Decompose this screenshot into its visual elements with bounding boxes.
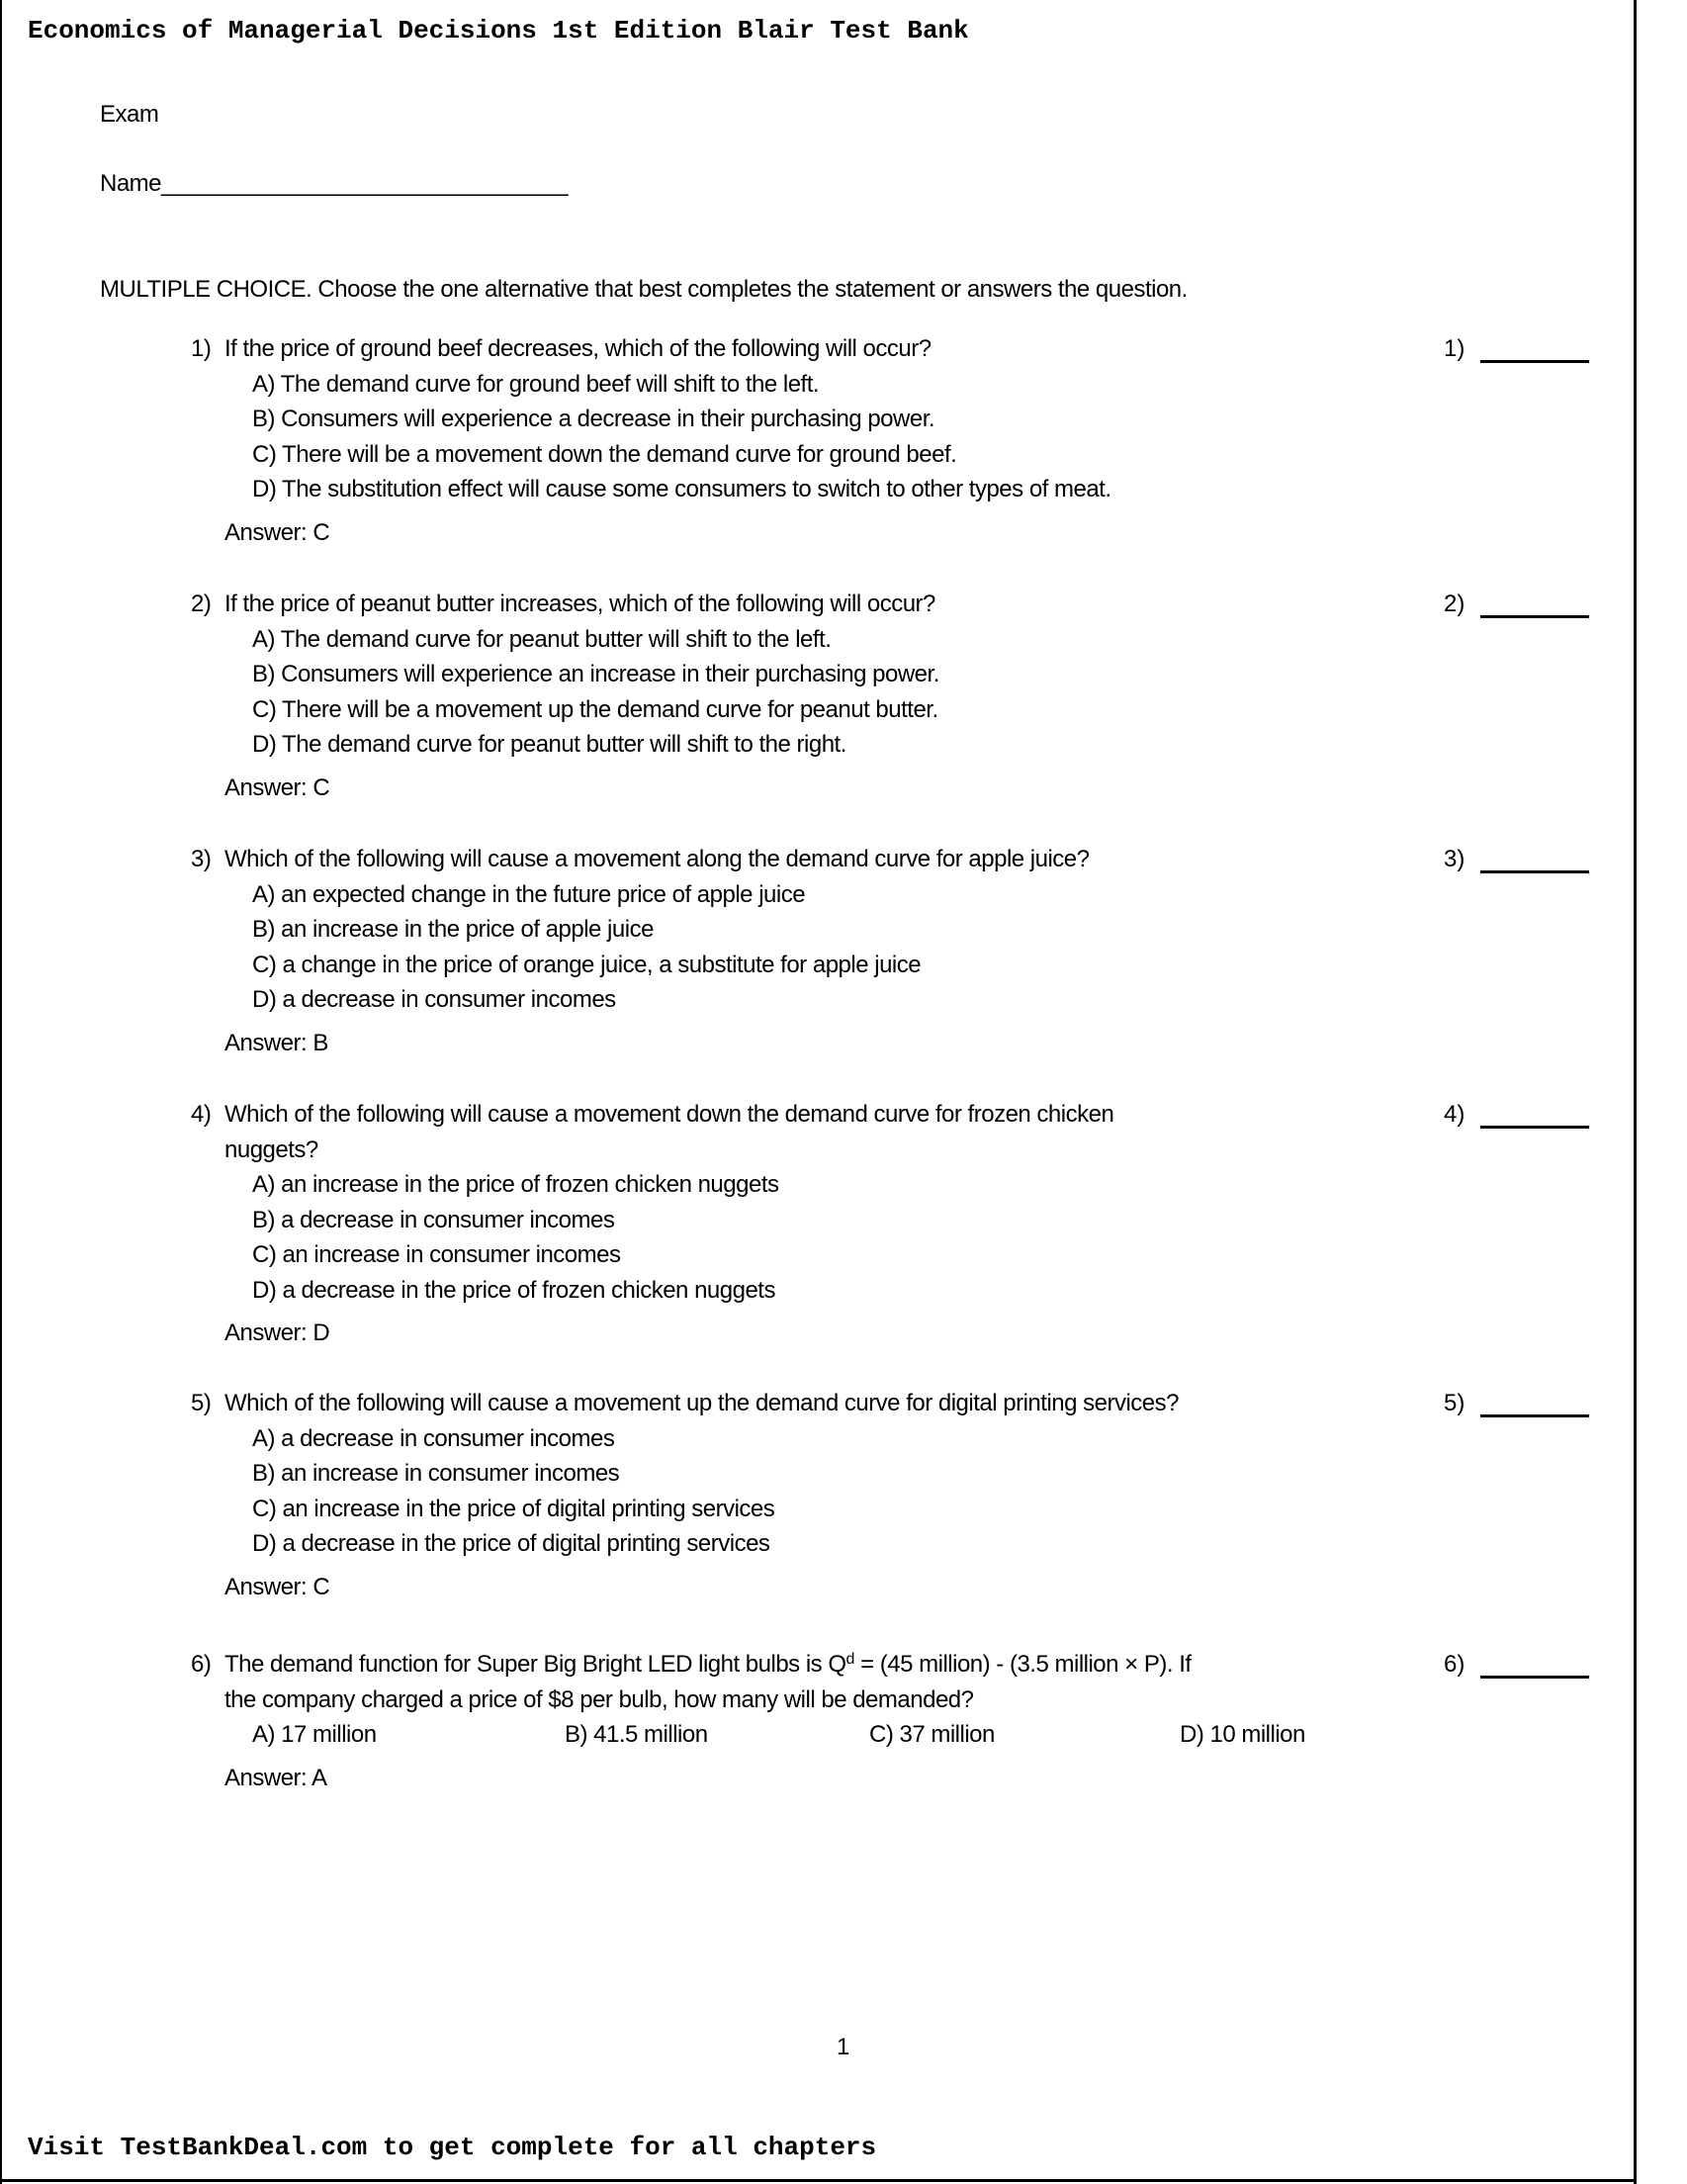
answer-key: Answer: C <box>224 1573 330 1600</box>
answer-blank[interactable] <box>1480 1414 1589 1417</box>
superscript: d <box>845 1651 854 1668</box>
answer-option: D) The substitution effect will cause some consumers to switch to other types of meat. <box>252 476 1111 502</box>
question-text: If the price of ground beef decreases, which of the following will occur? <box>224 335 932 362</box>
exam-label: Exam <box>100 101 159 128</box>
answer-option: D) The demand curve for peanut butter will shift to the right. <box>252 731 846 758</box>
answer-option: A) The demand curve for ground beef will shift to the left. <box>252 370 820 398</box>
answer-option: B) 41.5 million <box>565 1721 708 1748</box>
answer-option: D) 10 million <box>1180 1721 1305 1748</box>
question-text: the company charged a price of $8 per bulb, how many will be demanded? <box>224 1685 974 1713</box>
question-number: 1) <box>191 335 212 362</box>
answer-option: D) a decrease in the price of digital printing services <box>252 1530 770 1557</box>
right-question-number: 6) <box>1444 1651 1465 1678</box>
question-number: 3) <box>191 846 212 872</box>
page-number: 1 <box>837 2034 849 2060</box>
name-label: Name <box>100 170 162 197</box>
question-text: Which of the following will cause a movement up the demand curve for digital printing services? <box>224 1390 1179 1416</box>
answer-option: B) an increase in consumer incomes <box>252 1460 620 1487</box>
answer-blank[interactable] <box>1480 1126 1589 1129</box>
answer-option: C) an increase in consumer incomes <box>252 1241 621 1268</box>
answer-option: B) Consumers will experience an increase in their purchasing power. <box>252 661 939 687</box>
answer-option: A) The demand curve for peanut butter will shift to the left. <box>252 625 832 653</box>
question-text-part: = (45 million) - (3.5 million × P). If <box>853 1651 1192 1678</box>
answer-option: C) 37 million <box>869 1721 995 1748</box>
question-text: nuggets? <box>224 1136 318 1163</box>
header-title: Economics of Managerial Decisions 1st Edition Blair Test Bank <box>28 16 969 46</box>
answer-option: C) There will be a movement up the demand curve for peanut butter. <box>252 695 938 723</box>
answer-option: A) an expected change in the future price of apple juice <box>252 880 806 908</box>
name-field <box>100 169 568 199</box>
question-text-part: The demand function for Super Big Bright LED light bulbs is Q <box>224 1651 846 1678</box>
name-blank: ________________________________ <box>161 170 569 197</box>
page-border-left <box>0 0 2 2184</box>
answer-option: B) Consumers will experience a decrease in their purchasing power. <box>252 406 935 432</box>
page-border-bottom <box>0 2179 1637 2182</box>
answer-option: B) an increase in the price of apple juice <box>252 916 654 943</box>
instructions: MULTIPLE CHOICE. Choose the one alternative that best completes the statement or answers the question. <box>100 276 1188 303</box>
right-question-number: 3) <box>1444 846 1465 872</box>
answer-option: D) a decrease in consumer incomes <box>252 986 616 1013</box>
answer-blank[interactable] <box>1480 360 1589 363</box>
right-question-number: 4) <box>1444 1101 1465 1128</box>
answer-option: C) There will be a movement down the demand curve for ground beef. <box>252 440 957 468</box>
answer-blank[interactable] <box>1480 1676 1589 1679</box>
question-text <box>224 1650 1192 1680</box>
answer-key: Answer: D <box>224 1320 330 1346</box>
answer-option: D) a decrease in the price of frozen chicken nuggets <box>252 1276 775 1304</box>
question-text: Which of the following will cause a movement along the demand curve for apple juice? <box>224 846 1090 872</box>
answer-option: C) a change in the price of orange juice, a substitute for apple juice <box>252 951 922 978</box>
answer-key: Answer: C <box>224 774 330 801</box>
right-question-number: 1) <box>1444 335 1465 362</box>
question-number: 6) <box>191 1651 212 1678</box>
right-question-number: 2) <box>1444 591 1465 617</box>
answer-blank[interactable] <box>1480 615 1589 618</box>
answer-blank[interactable] <box>1480 870 1589 873</box>
page-border-right <box>1634 0 1637 2184</box>
answer-option: A) an increase in the price of frozen chicken nuggets <box>252 1171 779 1198</box>
question-text: If the price of peanut butter increases, which of the following will occur? <box>224 591 935 617</box>
question-number: 4) <box>191 1101 212 1128</box>
question-text: Which of the following will cause a movement down the demand curve for frozen chicken <box>224 1101 1114 1128</box>
question-number: 2) <box>191 591 212 617</box>
answer-option: B) a decrease in consumer incomes <box>252 1206 615 1233</box>
footer-text: Visit TestBankDeal.com to get complete for all chapters <box>28 2133 877 2162</box>
answer-option: C) an increase in the price of digital printing services <box>252 1495 775 1522</box>
answer-option: A) 17 million <box>252 1721 377 1748</box>
answer-option: A) a decrease in consumer incomes <box>252 1424 615 1452</box>
answer-key: Answer: B <box>224 1029 328 1056</box>
answer-key: Answer: A <box>224 1764 327 1791</box>
answer-key: Answer: C <box>224 518 330 546</box>
right-question-number: 5) <box>1444 1390 1465 1416</box>
question-number: 5) <box>191 1390 212 1416</box>
